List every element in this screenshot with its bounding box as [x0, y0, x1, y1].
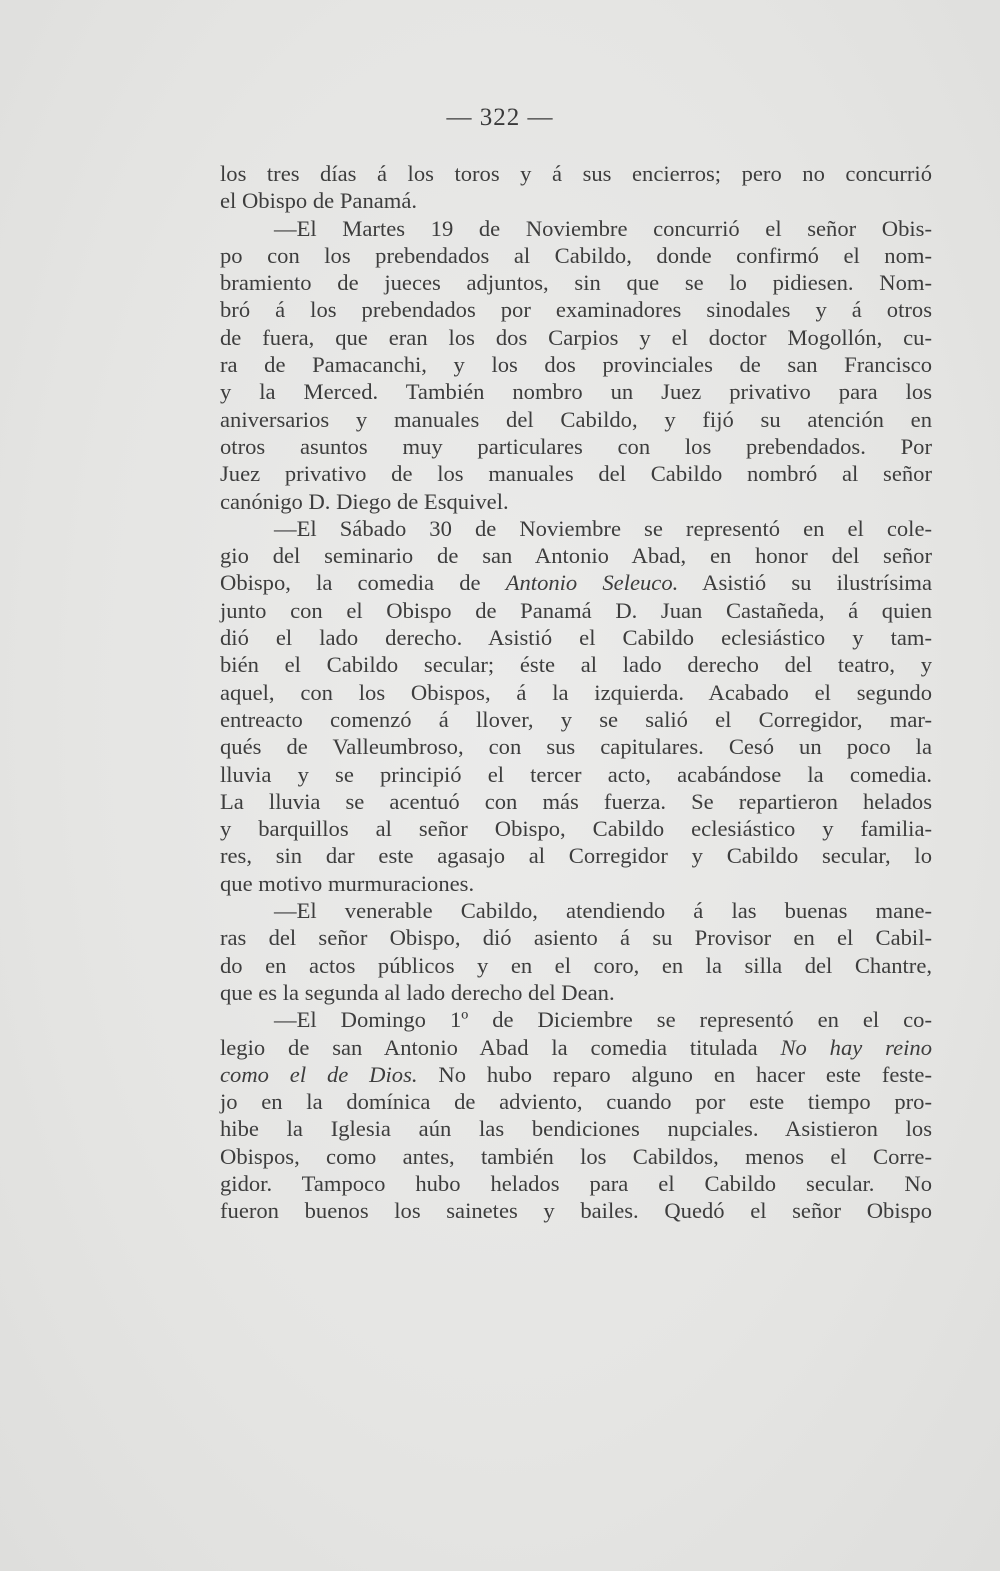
line-text: aquel, con los Obispos, á la izquierda. Acabado el segundo: [220, 679, 932, 705]
text-line: [220, 870, 932, 897]
text-line: [220, 952, 932, 979]
page-number: — 322 —: [446, 104, 554, 131]
line-text: gidor. Tampoco hubo helados para el Cabildo secular. No: [220, 1170, 932, 1196]
text-line: [220, 706, 932, 733]
line-text: otros asuntos muy particulares con los prebendados. Por: [220, 433, 932, 459]
line-text: canónigo D. Diego de Esquivel.: [220, 488, 509, 514]
line-text: Obispo, la comedia de: [220, 570, 506, 596]
line-text: ra de Pamacanchi, y los dos provinciales de san Francisco: [220, 352, 932, 378]
line-text: hibe la Iglesia aún las bendiciones nupciales. Asistieron los: [220, 1116, 932, 1142]
text-line: [220, 406, 932, 433]
line-text: No hubo reparo alguno en hacer este feste-: [417, 1061, 932, 1087]
line-text: los tres días á los toros y á sus encierros; pero no concurrió: [220, 161, 932, 186]
line-text: Asistió su ilustrísima: [678, 570, 932, 596]
line-text: Obispos, como antes, también los Cabildos, menos el Corre-: [220, 1143, 932, 1169]
line-text: —El Domingo 1º de Diciembre se representó en el co-: [274, 1007, 932, 1033]
line-text: —El Martes 19 de Noviembre concurrió el señor Obis-: [274, 215, 932, 241]
line-text: legio de san Antonio Abad la comedia titulada: [220, 1034, 781, 1060]
text-line: [220, 1061, 932, 1088]
line-text: junto con el Obispo de Panamá D. Juan Castañeda, á quien: [220, 597, 932, 623]
line-text: y la Merced. También nombro un Juez privativo para los: [220, 379, 932, 405]
line-text: La lluvia se acentuó con más fuerza. Se repartieron helados: [220, 788, 932, 814]
line-text: Juez privativo de los manuales del Cabildo nombró al señor: [220, 461, 932, 487]
line-text: el Obispo de Panamá.: [220, 188, 418, 214]
text-line: [220, 1088, 932, 1115]
text-line: [220, 651, 932, 678]
text-line: [220, 269, 932, 296]
line-text: de fuera, que eran los dos Carpios y el doctor Mogollón, cu-: [220, 324, 932, 350]
text-line: [220, 351, 932, 378]
line-text: dió el lado derecho. Asistió el Cabildo eclesiástico y tam-: [220, 625, 932, 651]
italic-title: Antonio Seleuco.: [505, 570, 679, 596]
text-line: [220, 488, 932, 515]
text-line: [220, 597, 932, 624]
text-line: [220, 433, 932, 460]
text-line: [220, 815, 932, 842]
line-text: que motivo murmuraciones.: [220, 870, 475, 896]
text-line: [220, 842, 932, 869]
text-line: [220, 761, 932, 788]
line-text: qués de Valleumbroso, con sus capitulares. Cesó un poco la: [220, 734, 932, 760]
text-line: [220, 515, 932, 542]
text-line: [220, 215, 932, 242]
text-line: [220, 924, 932, 951]
text-line: [220, 1197, 932, 1224]
line-text: que es la segunda al lado derecho del Dean.: [220, 979, 615, 1005]
line-text: —El venerable Cabildo, atendiendo á las buenas mane-: [274, 898, 932, 924]
line-text: do en actos públicos y en el coro, en la silla del Chantre,: [220, 952, 932, 978]
text-line: [220, 679, 932, 706]
line-text: ras del señor Obispo, dió asiento á su Provisor en el Cabil-: [220, 925, 932, 951]
text-line: [220, 788, 932, 815]
text-line: [220, 460, 932, 487]
line-text: bién el Cabildo secular; éste al lado derecho del teatro, y: [220, 652, 932, 678]
text-line: [220, 897, 932, 924]
text-line: [220, 1034, 932, 1061]
italic-title: como el de Dios.: [220, 1061, 418, 1087]
line-text: res, sin dar este agasajo al Corregidor y Cabildo secular, lo: [220, 843, 932, 869]
line-text: fueron buenos los sainetes y bailes. Quedó el señor Obispo: [220, 1198, 932, 1224]
text-line: [220, 1170, 932, 1197]
line-text: gio del seminario de san Antonio Abad, en honor del señor: [220, 543, 932, 569]
text-line: [220, 187, 932, 214]
line-text: —El Sábado 30 de Noviembre se representó en el cole-: [274, 515, 932, 541]
text-line: [220, 1006, 932, 1033]
line-text: entreacto comenzó á llover, y se salió el Corregidor, mar-: [220, 706, 932, 732]
line-text: aniversarios y manuales del Cabildo, y fijó su atención en: [220, 406, 932, 432]
text-line: [220, 733, 932, 760]
text-line: [220, 1143, 932, 1170]
line-text: po con los prebendados al Cabildo, donde confirmó el nom-: [220, 242, 932, 268]
text-line: [220, 979, 932, 1006]
text-line: [220, 324, 932, 351]
line-text: y barquillos al señor Obispo, Cabildo eclesiástico y familia-: [220, 816, 932, 842]
text-line: [220, 624, 932, 651]
line-text: bramiento de jueces adjuntos, sin que se lo pidiesen. Nom-: [220, 270, 932, 296]
text-line: [220, 160, 932, 187]
text-line: [220, 542, 932, 569]
line-text: lluvia y se principió el tercer acto, acabándose la comedia.: [220, 761, 932, 787]
text-line: [220, 296, 932, 323]
italic-title: No hay reino: [780, 1034, 932, 1060]
text-line: [220, 1115, 932, 1142]
text-line: [220, 242, 932, 269]
body-text: [220, 160, 932, 1225]
line-text: bró á los prebendados por examinadores sinodales y á otros: [220, 297, 932, 323]
text-line: [220, 569, 932, 596]
line-text: jo en la domínica de adviento, cuando por este tiempo pro-: [220, 1089, 932, 1115]
text-line: [220, 378, 932, 405]
